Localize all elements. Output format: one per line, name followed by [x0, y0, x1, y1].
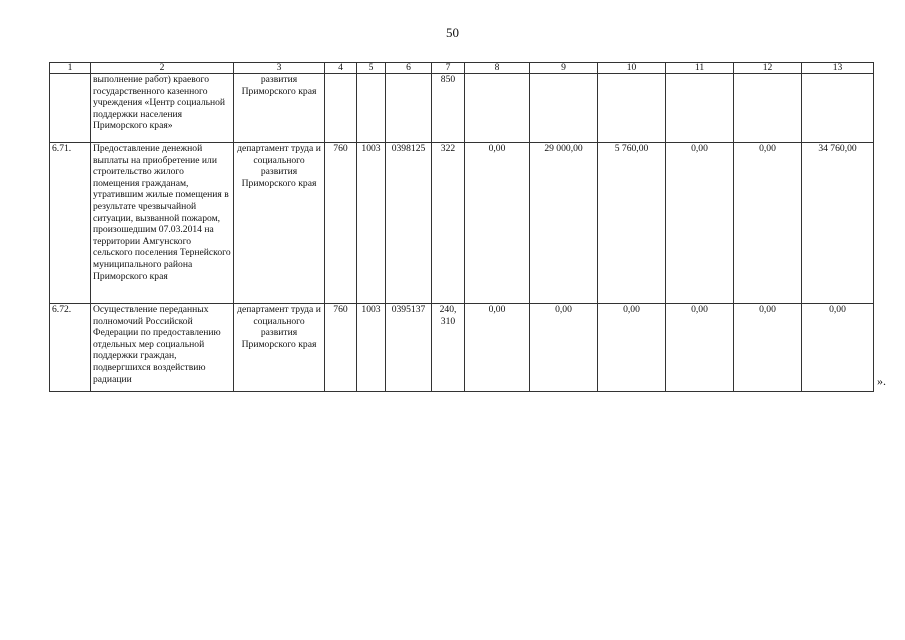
column-header: 12 — [734, 63, 802, 74]
column-header: 11 — [666, 63, 734, 74]
amount-cell: 0,00 — [666, 143, 734, 304]
amount-cell — [530, 74, 598, 143]
amount-cell: 5 760,00 — [598, 143, 666, 304]
amount-cell — [734, 74, 802, 143]
code-cell: 322 — [432, 143, 465, 304]
column-header: 5 — [357, 63, 386, 74]
column-header: 13 — [802, 63, 874, 74]
description-cell: Осуществление переданных полномочий Российской Федерации по предоставлению отдельных мер социальной поддержки граждан, подвергшихся воздействию радиации — [91, 304, 234, 392]
code-cell: 760 — [325, 304, 357, 392]
code-cell: 1003 — [357, 304, 386, 392]
administrator-cell: развития Приморского края — [234, 74, 325, 143]
column-header: 10 — [598, 63, 666, 74]
code-cell: 760 — [325, 143, 357, 304]
column-header: 7 — [432, 63, 465, 74]
administrator-cell: департамент труда и социального развития Приморского края — [234, 304, 325, 392]
code-cell: 0395137 — [386, 304, 432, 392]
code-cell — [325, 74, 357, 143]
column-header: 2 — [91, 63, 234, 74]
amount-cell: 0,00 — [734, 304, 802, 392]
table-row — [50, 304, 874, 392]
amount-cell — [465, 74, 530, 143]
table-row — [50, 74, 874, 143]
amount-cell: 0,00 — [530, 304, 598, 392]
column-header: 4 — [325, 63, 357, 74]
row-number-cell — [50, 74, 91, 143]
column-header: 3 — [234, 63, 325, 74]
description-cell: выполнение работ) краевого государственного казенного учреждения «Центр социальной поддержки населения Приморского края» — [91, 74, 234, 143]
amount-cell: 0,00 — [802, 304, 874, 392]
amount-cell: 0,00 — [666, 304, 734, 392]
column-header: 9 — [530, 63, 598, 74]
code-cell: 0398125 — [386, 143, 432, 304]
amount-cell — [802, 74, 874, 143]
amount-cell: 0,00 — [734, 143, 802, 304]
amount-cell: 0,00 — [598, 304, 666, 392]
code-cell — [386, 74, 432, 143]
code-cell: 1003 — [357, 143, 386, 304]
amount-cell — [598, 74, 666, 143]
page-number: 50 — [446, 25, 459, 40]
column-header: 6 — [386, 63, 432, 74]
budget-table — [49, 62, 874, 392]
amount-cell: 34 760,00 — [802, 143, 874, 304]
code-cell: 850 — [432, 74, 465, 143]
code-cell — [357, 74, 386, 143]
administrator-cell: департамент труда и социального развития Приморского края — [234, 143, 325, 304]
column-header: 1 — [50, 63, 91, 74]
code-cell: 240, 310 — [432, 304, 465, 392]
closing-quote-mark: ». — [877, 374, 886, 388]
table-row — [50, 143, 874, 304]
amount-cell — [666, 74, 734, 143]
row-number-cell: 6.72. — [50, 304, 91, 392]
amount-cell: 29 000,00 — [530, 143, 598, 304]
table-header-row — [50, 63, 874, 74]
amount-cell: 0,00 — [465, 304, 530, 392]
column-header: 8 — [465, 63, 530, 74]
description-cell: Предоставление денежной выплаты на приобретение или строительство жилого помещения гражданам, утратившим жилые помещения в результате чрезвычайной ситуации, вызванной пожаром, произошедшим 07.03.2014 на территории Амгунского сельского поселения Тернейского муниципального района Приморского края — [91, 143, 234, 304]
row-number-cell: 6.71. — [50, 143, 91, 304]
amount-cell: 0,00 — [465, 143, 530, 304]
